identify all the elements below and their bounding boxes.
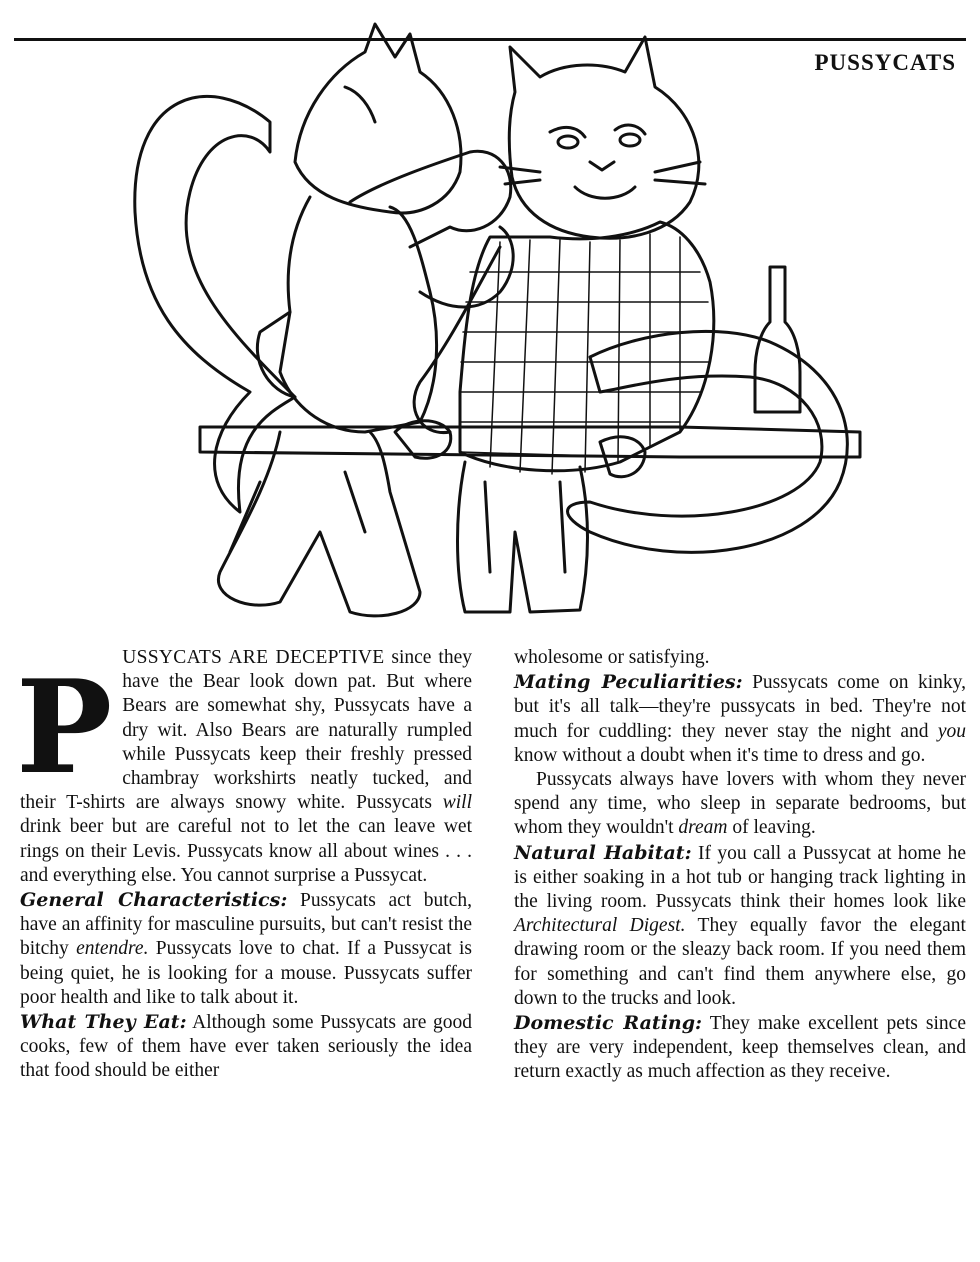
intro-emphasis: will xyxy=(442,792,472,814)
right-cat-tail xyxy=(568,331,848,552)
left-cat-tail xyxy=(135,96,295,512)
lovers-emphasis: dream xyxy=(678,817,728,839)
left-cat-jeans xyxy=(218,432,420,616)
what-they-eat-paragraph xyxy=(20,1010,472,1084)
right-column xyxy=(514,646,966,1085)
eat-continued: wholesome or satisfying. xyxy=(514,647,710,668)
domestic-text: They make excellent pets since they are very independent, keep themselves clean, and return exactly as much affection as they receive. xyxy=(514,1013,966,1083)
mating-text-2: know without a doubt when it's time to dress and go. xyxy=(514,744,926,766)
cats-illustration xyxy=(120,12,880,622)
running-head: PUSSYCATS xyxy=(814,50,956,75)
domestic-paragraph xyxy=(514,1011,966,1085)
left-cat-arm xyxy=(350,151,511,247)
left-column xyxy=(16,646,473,1084)
domestic-label: Domestic Rating: xyxy=(514,1012,703,1035)
habitat-text-2: They equally favor the elegant drawing room or the sleazy back room. If you need them for something and can't find them anywhere else, go down to the trucks and look. xyxy=(514,915,966,1009)
intro-text-end: drink beer but are careful not to let the can leave wet rings on their Levis. Pussycats know all about wines . . . and everything else. You cannot surprise a Pussycat. xyxy=(20,816,472,886)
intro-caps: USSYCATS ARE DECEPTIVE xyxy=(122,647,385,668)
plaid-pattern xyxy=(460,234,712,474)
lovers-paragraph xyxy=(514,768,966,841)
general-emphasis: entendre. xyxy=(76,938,149,960)
mating-paragraph xyxy=(514,670,966,768)
general-characteristics-label: General Characteristics: xyxy=(20,889,288,912)
right-cat-head xyxy=(509,37,699,238)
bench-rail xyxy=(200,427,860,457)
mating-emphasis: you xyxy=(937,720,966,742)
habitat-text-1: If you call a Pussycat at home he is either soaking in a hot tub or hanging track lighting in the living room. Pussycats think their homes look like xyxy=(514,842,966,913)
intro-paragraph xyxy=(16,646,473,888)
lovers-text-1: Pussycats always have lovers with whom they never spend any time, who sleep in separate bedrooms, but whom they wouldn't xyxy=(514,769,966,839)
mating-label: Mating Peculiarities: xyxy=(514,671,743,694)
habitat-label: Natural Habitat: xyxy=(514,841,692,864)
what-they-eat-text: Although some Pussycats are good cooks, few of them have ever taken seriously the idea that food should be either xyxy=(20,1012,472,1082)
right-cat-shirt xyxy=(460,222,714,471)
general-characteristics-paragraph xyxy=(20,888,472,1010)
left-cat-head xyxy=(295,24,461,213)
general-text-1: Pussycats act butch, have an affinity for masculine pursuits, but can't resist the bitchy xyxy=(20,890,473,960)
lovers-text-2: of leaving. xyxy=(727,817,816,839)
what-they-eat-label: What They Eat: xyxy=(20,1011,187,1034)
drop-cap: P xyxy=(16,653,113,803)
general-text-2: Pussycats love to chat. If a Pussycat is being quiet, he is looking for a mouse. Pussycats suffer poor health and like to talk about it. xyxy=(20,938,472,1008)
habitat-paragraph xyxy=(514,841,966,1011)
right-cat-jeans xyxy=(458,462,588,612)
mating-text: Pussycats come on kinky, but it's all talk—they're pussycats in bed. They're not much for cuddling: they never stay the night and xyxy=(514,672,966,742)
habitat-emphasis: Architectural Digest. xyxy=(514,915,686,937)
intro-text: since they have the Bear look down pat. But where Bears are somewhat shy, Pussycats have a dry wit. Also Bears are naturally rumpled while Pussycats keep their freshly pressed chambray workshirts neatly tucked, and their T-shirts are always snowy white. Pussycats xyxy=(20,647,473,814)
